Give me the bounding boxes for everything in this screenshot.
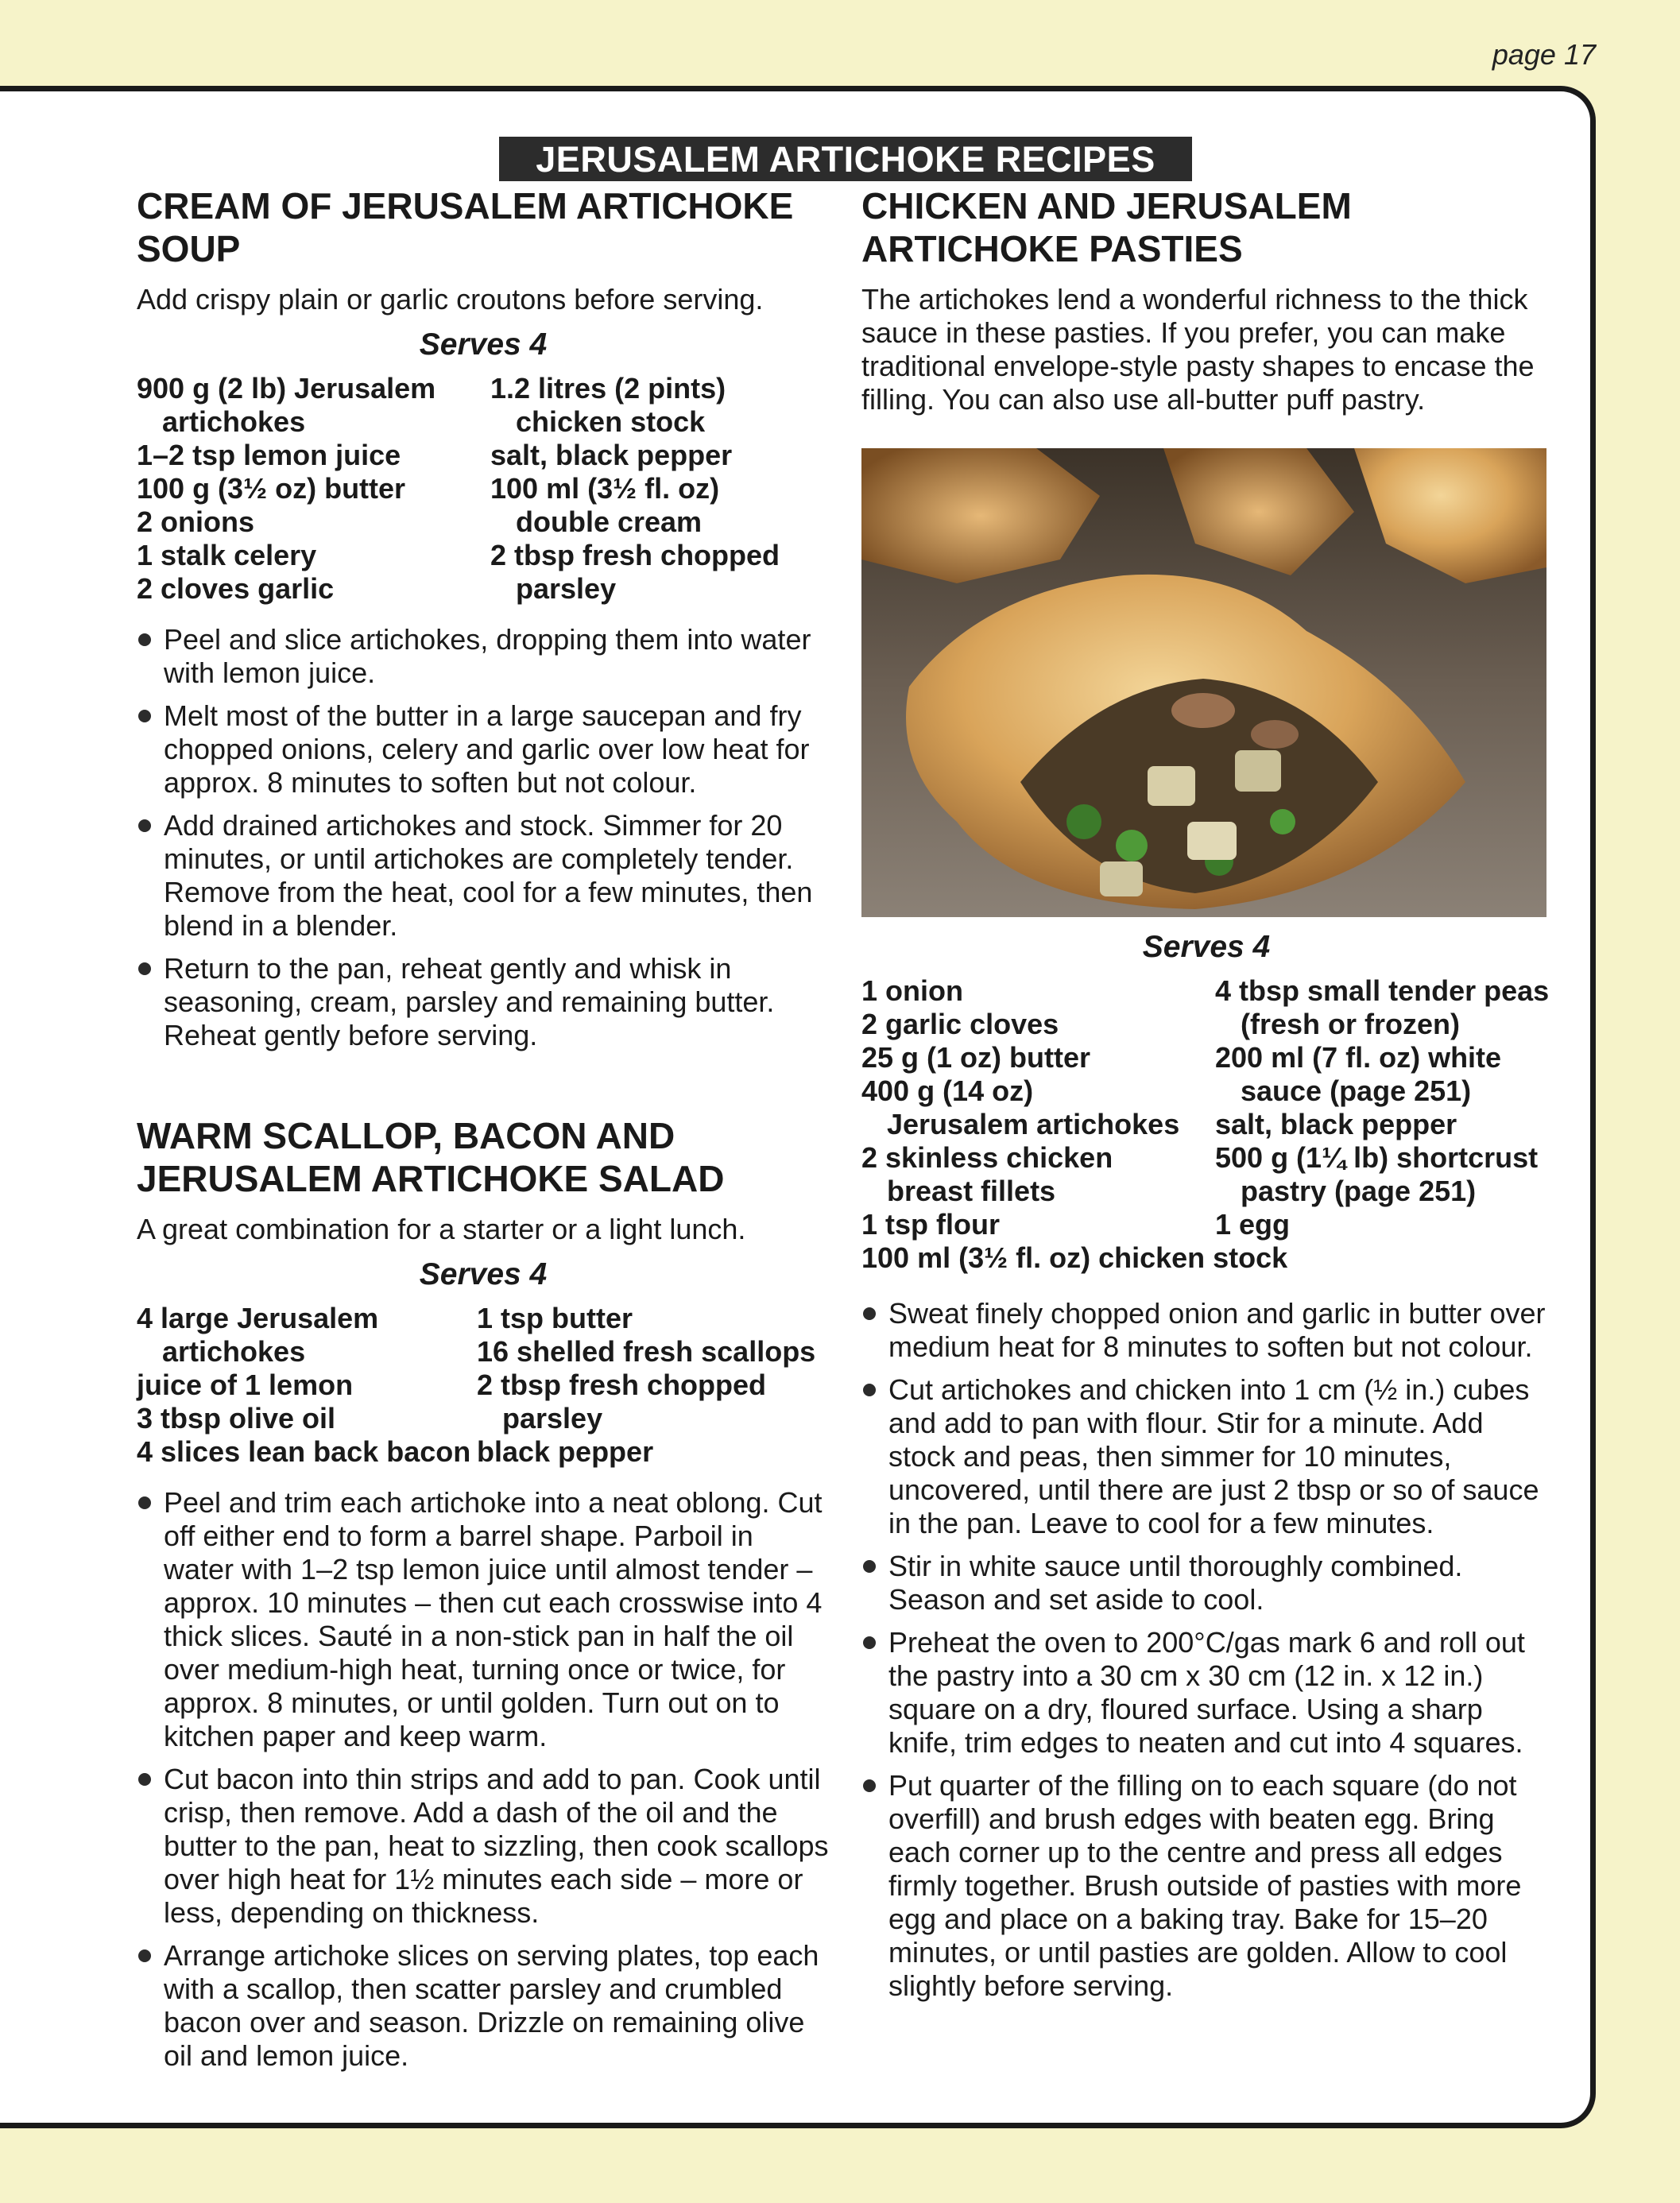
pasties-serves: Serves 4 bbox=[1142, 930, 1271, 964]
step-text: Cut bacon into thin strips and add to pan. Cook until crisp, then remove. Add a dash of the oil and the butter to the pan, heat to sizzling, then cook scallops over high heat for 1½ minutes each side – more or less, depending on thickness. bbox=[164, 1763, 829, 1929]
bullet-icon bbox=[138, 819, 151, 832]
soup-method bbox=[137, 623, 830, 1052]
ingredient-line: 200 ml (7 fl. oz) white bbox=[1215, 1041, 1502, 1074]
ingredient-line: 4 large Jerusalem bbox=[137, 1302, 379, 1334]
ingredient-line: 4 tbsp small tender peas bbox=[1215, 974, 1550, 1007]
ingredient-line: salt, black pepper bbox=[490, 439, 733, 471]
ingredient-line: (fresh or frozen) bbox=[1241, 1008, 1461, 1040]
bullet-icon bbox=[863, 1636, 876, 1649]
method-step bbox=[861, 1769, 1551, 2003]
bullet-icon bbox=[863, 1307, 876, 1320]
step-text: Preheat the oven to 200°C/gas mark 6 and roll out the pastry into a 30 cm x 30 cm (12 in. x 12 in.) square on a dry, floured surface. Using a sharp knife, trim edges to neaten and cut into 4 squares. bbox=[888, 1626, 1525, 1759]
ingredient-line: 100 ml (3½ fl. oz) bbox=[490, 472, 720, 505]
ingredient-line: artichokes bbox=[162, 405, 306, 438]
ingredient-line: 25 g (1 oz) butter bbox=[861, 1041, 1091, 1074]
soup-serves: Serves 4 bbox=[419, 327, 548, 362]
soup-ingredients bbox=[137, 372, 830, 606]
pasties-intro: The artichokes lend a wonderful richness to the thick sauce in these pasties. If you prefer, you can make traditional envelope-style pasty shapes to encase the filling. You can also use all-butter puff pastry. bbox=[861, 283, 1535, 416]
step-text: Melt most of the butter in a large saucepan and fry chopped onions, celery and garlic over low heat for approx. 8 minutes to soften but not colour. bbox=[164, 699, 810, 799]
ingredient-line: juice of 1 lemon bbox=[137, 1369, 354, 1401]
bullet-icon bbox=[863, 1779, 876, 1792]
ingredient-line: 2 tbsp fresh chopped bbox=[477, 1369, 767, 1401]
ingredient-line: 16 shelled fresh scallops bbox=[477, 1335, 816, 1368]
salad-recipe bbox=[137, 1114, 830, 2073]
pasty-photo bbox=[861, 448, 1546, 917]
salad-serves: Serves 4 bbox=[419, 1257, 548, 1291]
method-step bbox=[861, 1373, 1551, 1540]
ingredient-column bbox=[477, 1302, 815, 1469]
ingredient-line: 2 skinless chicken bbox=[861, 1141, 1113, 1174]
ingredient-line: Jerusalem artichokes bbox=[887, 1108, 1180, 1140]
method-step bbox=[137, 809, 830, 943]
ingredient-line: 1 egg bbox=[1215, 1208, 1291, 1241]
ingredient-column bbox=[137, 1302, 477, 1469]
ingredient-line: 100 ml (3½ fl. oz) chicken stock bbox=[861, 1241, 1288, 1274]
ingredient-line: 500 g (1¼ lb) shortcrust bbox=[1215, 1141, 1539, 1174]
ingredient-line: black pepper bbox=[477, 1435, 654, 1468]
bullet-icon bbox=[138, 1496, 151, 1509]
ingredient-line: sauce (page 251) bbox=[1241, 1074, 1472, 1107]
ingredient-line: 900 g (2 lb) Jerusalem bbox=[137, 372, 436, 405]
ingredient-line: 1 tsp butter bbox=[477, 1302, 633, 1334]
ingredient-line: 2 onions bbox=[137, 505, 255, 538]
bullet-icon bbox=[138, 633, 151, 646]
method-step bbox=[861, 1297, 1551, 1364]
method-step bbox=[137, 1939, 830, 2073]
ingredient-line: breast fillets bbox=[887, 1175, 1056, 1207]
bullet-icon bbox=[138, 1773, 151, 1786]
ingredient-line: 100 g (3½ oz) butter bbox=[137, 472, 406, 505]
ingredient-line: 1.2 litres (2 pints) bbox=[490, 372, 726, 405]
ingredient-line: pastry (page 251) bbox=[1241, 1175, 1477, 1207]
step-text: Sweat finely chopped onion and garlic in butter over medium heat for 8 minutes to soften but not colour. bbox=[888, 1297, 1546, 1363]
ingredient-line: 1 onion bbox=[861, 974, 963, 1007]
ingredient-column bbox=[137, 372, 490, 606]
ingredient-line: 2 tbsp fresh chopped bbox=[490, 539, 780, 571]
step-text: Return to the pan, reheat gently and whisk in seasoning, cream, parsley and remaining butter. Reheat gently before serving. bbox=[164, 952, 775, 1051]
salad-ingredients bbox=[137, 1302, 830, 1469]
pasties-ingredients bbox=[861, 974, 1551, 1241]
left-column bbox=[137, 184, 830, 2082]
bullet-icon bbox=[863, 1560, 876, 1573]
ingredient-line: parsley bbox=[502, 1402, 603, 1434]
step-text: Arrange artichoke slices on serving plates, top each with a scallop, then scatter parsley and crumbled bacon over and season. Drizzle on remaining olive oil and lemon juice. bbox=[164, 1939, 819, 2072]
soup-recipe bbox=[137, 184, 830, 1052]
soup-intro: Add crispy plain or garlic croutons before serving. bbox=[137, 283, 764, 316]
salad-title: WARM SCALLOP, BACON AND JERUSALEM ARTICHOKE SALAD bbox=[137, 1115, 725, 1199]
ingredient-line: 1 stalk celery bbox=[137, 539, 317, 571]
method-step bbox=[861, 1550, 1551, 1616]
ingredient-line: 1–2 tsp lemon juice bbox=[137, 439, 401, 471]
pasty-photo-image bbox=[861, 448, 1546, 917]
bullet-icon bbox=[138, 1949, 151, 1962]
ingredient-line: 2 cloves garlic bbox=[137, 572, 335, 605]
ingredient-line: 2 garlic cloves bbox=[861, 1008, 1059, 1040]
bullet-icon bbox=[138, 962, 151, 975]
pasties-recipe bbox=[861, 184, 1551, 2003]
step-text: Peel and slice artichokes, dropping them into water with lemon juice. bbox=[164, 623, 811, 689]
pasties-title: CHICKEN AND JERUSALEM ARTICHOKE PASTIES bbox=[861, 185, 1352, 269]
method-step bbox=[137, 1763, 830, 1930]
ingredient-column bbox=[1215, 974, 1549, 1241]
section-banner: JERUSALEM ARTICHOKE RECIPES bbox=[499, 137, 1192, 181]
salad-method bbox=[137, 1486, 830, 2073]
ingredient-line: artichokes bbox=[162, 1335, 306, 1368]
page-number: page 17 bbox=[1492, 38, 1596, 71]
ingredient-line: double cream bbox=[516, 505, 703, 538]
bullet-icon bbox=[863, 1384, 876, 1396]
method-step bbox=[137, 1486, 830, 1753]
method-step bbox=[137, 952, 830, 1052]
step-text: Add drained artichokes and stock. Simmer for 20 minutes, or until artichokes are completely tender. Remove from the heat, cool for a few minutes, then blend in a blender. bbox=[164, 809, 813, 942]
salad-intro: A great combination for a starter or a light lunch. bbox=[137, 1213, 746, 1245]
ingredient-line: 1 tsp flour bbox=[861, 1208, 1001, 1241]
pasties-method bbox=[861, 1297, 1551, 2003]
ingredient-column bbox=[861, 974, 1215, 1241]
step-text: Peel and trim each artichoke into a neat oblong. Cut off either end to form a barrel shape. Parboil in water with 1–2 tsp lemon juice until almost tender – approx. 10 minutes – then cut each crosswise into 4 thick slices. Sauté in a non-stick pan in half the oil over medium-high heat, turning once or twice, for approx. 8 minutes, or until golden. Turn out on to kitchen paper and keep warm. bbox=[164, 1486, 823, 1752]
ingredient-line: 3 tbsp olive oil bbox=[137, 1402, 336, 1434]
bullet-icon bbox=[138, 710, 151, 722]
ingredient-line: 400 g (14 oz) bbox=[861, 1074, 1034, 1107]
ingredient-line: chicken stock bbox=[516, 405, 706, 438]
method-step bbox=[137, 623, 830, 690]
soup-title: CREAM OF JERUSALEM ARTICHOKE SOUP bbox=[137, 185, 794, 269]
ingredient-column bbox=[490, 372, 780, 606]
ingredient-line: salt, black pepper bbox=[1215, 1108, 1457, 1140]
ingredient-line: 4 slices lean back bacon bbox=[137, 1435, 471, 1468]
ingredient-line: parsley bbox=[516, 572, 617, 605]
step-text: Stir in white sauce until thoroughly combined. Season and set aside to cool. bbox=[888, 1550, 1463, 1616]
right-column bbox=[861, 184, 1551, 2012]
method-step bbox=[137, 699, 830, 800]
step-text: Put quarter of the filling on to each square (do not overfill) and brush edges with beaten egg. Bring each corner up to the centre and press all edges firmly together. Brush outside of pasties with more egg and place on a baking tray. Bake for 15–20 minutes, or until pasties are golden. Allow to cool slightly before serving. bbox=[888, 1769, 1522, 2002]
step-text: Cut artichokes and chicken into 1 cm (½ in.) cubes and add to pan with flour. Stir for a minute. Add stock and peas, then simmer for 10 minutes, uncovered, until there are just 2 tbsp or so of sauce in the pan. Leave to cool for a few minutes. bbox=[888, 1373, 1539, 1539]
method-step bbox=[861, 1626, 1551, 1760]
